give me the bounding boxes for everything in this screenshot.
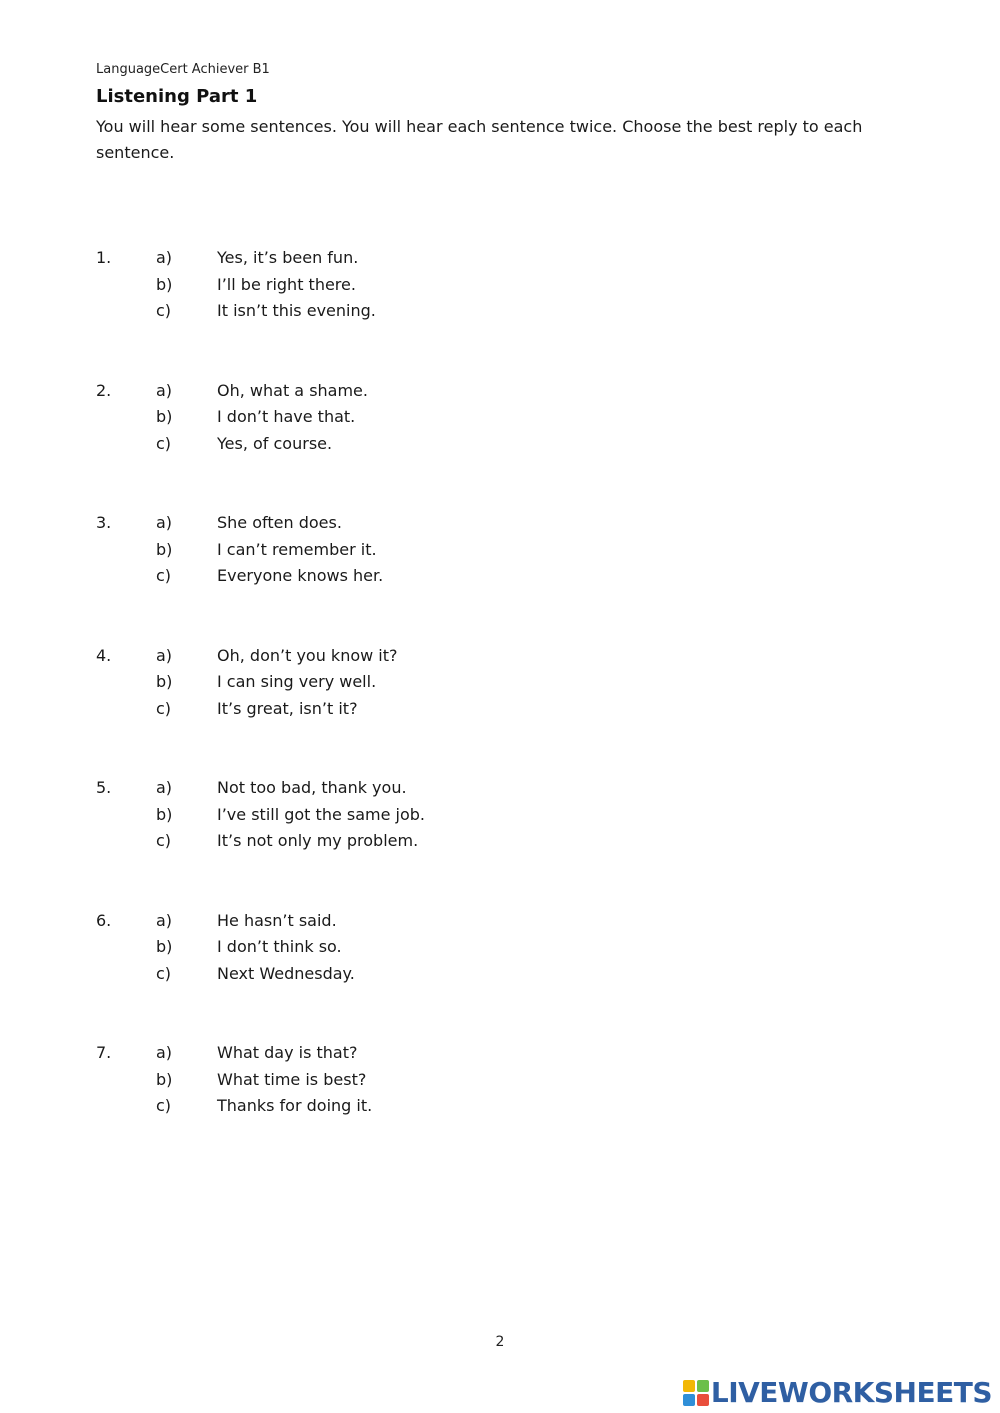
option-3b[interactable]	[96, 537, 796, 564]
option-text: She often does.	[217, 513, 342, 532]
option-letter: b)	[156, 672, 173, 691]
option-text: Oh, what a shame.	[217, 380, 368, 400]
option-letter: c)	[156, 698, 172, 718]
option-letter: a)	[156, 248, 173, 267]
option-text: I’ve still got the same job.	[217, 804, 426, 824]
question-4	[96, 643, 796, 776]
option-text: Yes, it’s been fun.	[217, 248, 359, 267]
option-letter: a)	[156, 778, 173, 797]
page-number: 2	[495, 1334, 505, 1350]
option-4b[interactable]	[96, 669, 796, 696]
option-6c[interactable]	[96, 961, 796, 988]
question-number: 7.	[96, 1043, 112, 1062]
logo-block-i	[697, 1380, 709, 1392]
question-1	[96, 245, 796, 378]
option-letter: a)	[156, 1043, 173, 1062]
option-letter: c)	[156, 831, 172, 850]
logo-block-v	[683, 1394, 695, 1406]
instructions: You will hear some sentences. You will hear each sentence twice. Choose the best reply to each sentence.	[96, 117, 863, 162]
option-text: I can sing very well.	[217, 672, 377, 691]
option-letter: a)	[156, 645, 173, 665]
question-number: 5.	[96, 778, 112, 797]
option-letter: a)	[156, 513, 173, 532]
option-5c[interactable]	[96, 828, 796, 855]
option-3c[interactable]	[96, 563, 796, 590]
option-text: I can’t remember it.	[217, 539, 377, 559]
option-4a[interactable]	[96, 643, 796, 670]
option-letter: a)	[156, 380, 173, 400]
logo-block-e	[697, 1394, 709, 1406]
option-2a[interactable]	[96, 378, 796, 405]
option-6b[interactable]	[96, 934, 796, 961]
option-text: What time is best?	[217, 1069, 367, 1089]
option-1c[interactable]	[96, 298, 796, 325]
option-text: Not too bad, thank you.	[217, 778, 407, 797]
question-number: 2.	[96, 380, 112, 400]
logo-block-l	[683, 1380, 695, 1392]
option-text: I don’t think so.	[217, 937, 342, 956]
question-2	[96, 378, 796, 511]
option-text: What day is that?	[217, 1043, 358, 1062]
question-list	[96, 245, 796, 1173]
option-text: It’s great, isn’t it?	[217, 698, 358, 718]
question-number: 3.	[96, 513, 112, 532]
option-text: Thanks for doing it.	[217, 1096, 373, 1115]
option-letter: c)	[156, 963, 172, 983]
option-7a[interactable]	[96, 1040, 796, 1067]
option-letter: c)	[156, 433, 172, 453]
option-text: It’s not only my problem.	[217, 831, 419, 850]
option-7b[interactable]	[96, 1067, 796, 1094]
option-letter: c)	[156, 1096, 172, 1115]
option-text: He hasn’t said.	[217, 910, 337, 930]
option-letter: b)	[156, 274, 173, 294]
question-number: 1.	[96, 248, 112, 267]
option-5b[interactable]	[96, 802, 796, 829]
question-6	[96, 908, 796, 1041]
question-number: 6.	[96, 910, 112, 930]
option-text: It isn’t this evening.	[217, 301, 376, 320]
option-letter: c)	[156, 301, 172, 320]
option-letter: b)	[156, 1069, 173, 1089]
option-text: Everyone knows her.	[217, 566, 384, 585]
option-text: Oh, don’t you know it?	[217, 645, 398, 665]
option-1a[interactable]	[96, 245, 796, 272]
option-1b[interactable]	[96, 272, 796, 299]
liveworksheets-logo-icon	[683, 1380, 709, 1406]
option-letter: b)	[156, 804, 173, 824]
option-letter: b)	[156, 407, 173, 426]
option-letter: b)	[156, 937, 173, 956]
option-6a[interactable]	[96, 908, 796, 935]
option-5a[interactable]	[96, 775, 796, 802]
option-letter: c)	[156, 566, 172, 585]
option-text: Yes, of course.	[217, 433, 333, 453]
option-2c[interactable]	[96, 431, 796, 458]
option-3a[interactable]	[96, 510, 796, 537]
page-title: Listening Part 1	[96, 86, 258, 107]
question-7	[96, 1040, 796, 1173]
option-text: I don’t have that.	[217, 407, 356, 426]
question-3	[96, 510, 796, 643]
question-5	[96, 775, 796, 908]
option-letter: a)	[156, 910, 173, 930]
option-text: I’ll be right there.	[217, 274, 356, 294]
option-letter: b)	[156, 539, 173, 559]
question-number: 4.	[96, 645, 112, 665]
liveworksheets-wordmark: LIVEWORKSHEETS	[710, 1376, 992, 1409]
exam-label: LanguageCert Achiever B1	[96, 62, 270, 77]
option-text: Next Wednesday.	[217, 963, 355, 983]
option-2b[interactable]	[96, 404, 796, 431]
liveworksheets-watermark[interactable]	[683, 1376, 992, 1410]
option-7c[interactable]	[96, 1093, 796, 1120]
option-4c[interactable]	[96, 696, 796, 723]
